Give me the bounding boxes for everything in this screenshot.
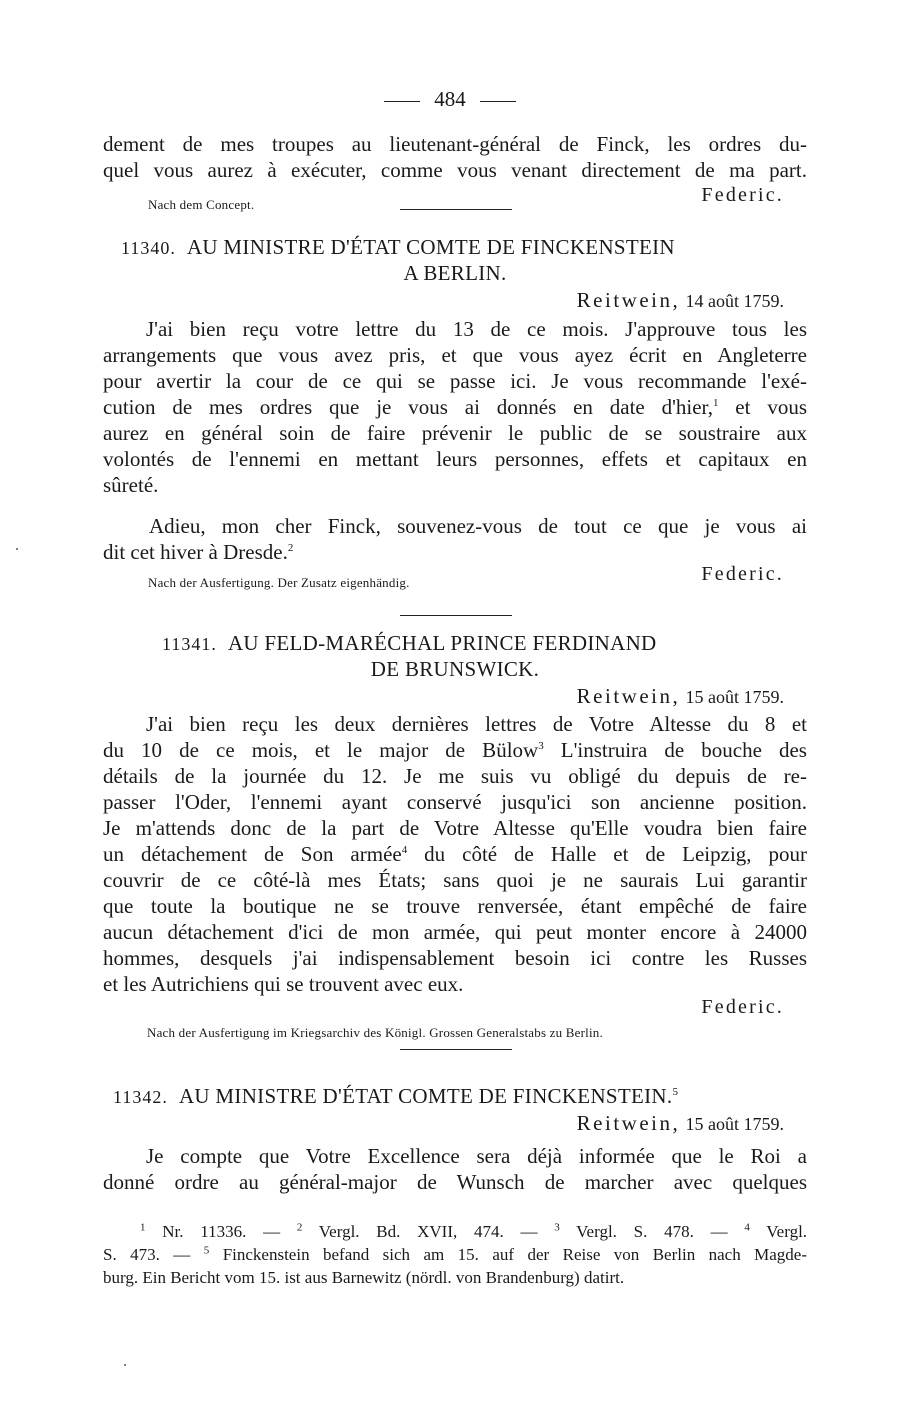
letter-11341-body-8: que toute la boutique ne se trouve renversée, étant empêché de faire	[103, 894, 807, 918]
letter-11340-addendum-1: Adieu, mon cher Finck, souvenez-vous de tout ce que je vous ai	[149, 514, 807, 538]
letter-11342-title: AU MINISTRE D'ÉTAT COMTE DE FINCKENSTEIN.	[178, 1084, 673, 1108]
page-number-header	[0, 87, 900, 112]
divider-rule	[400, 1049, 512, 1050]
footnote-num-3: 3	[554, 1221, 560, 1234]
letter-11340-signature: Federic.	[701, 563, 784, 585]
letter-11341-heading-1	[162, 630, 802, 657]
letter-11342-place: Reitwein,	[576, 1111, 681, 1135]
letter-11341-body-6: un détachement de Son armée$^4$ du côté de Halle et de Leipzig, pour	[103, 842, 807, 866]
letter-11341-title-1: AU FELD-MARÉCHAL PRINCE FERDINAND	[227, 631, 657, 655]
letter-11341-body-9: aucun détachement d'ici de mon armée, qui peut monter encore à 24000	[103, 920, 807, 944]
footnote-3: Vergl. S. 478. —	[576, 1222, 728, 1241]
letter-11341-body-3: détails de la journée du 12. Je me suis vu obligé du depuis de re-	[103, 764, 807, 788]
divider-rule	[400, 615, 512, 616]
letter-11341-signature: Federic.	[701, 996, 784, 1018]
footnote-line-1	[140, 1221, 807, 1243]
footnote-4-cont: S. 473. —	[103, 1245, 191, 1264]
scan-speck	[16, 548, 18, 550]
footnote-num-5: 5	[203, 1244, 210, 1257]
letter-11342-body-1: Je compte que Votre Excellence sera déjà informée que le Roi a	[146, 1144, 807, 1168]
footnote-4: Vergl.	[766, 1222, 808, 1241]
intro-source: Nach dem Concept.	[148, 197, 255, 212]
letter-11340-heading-1	[121, 234, 801, 261]
letter-11341-heading-2: DE BRUNSWICK.	[370, 657, 540, 681]
scan-speck	[124, 1364, 126, 1366]
intro-line-1: dement de mes troupes au lieutenant-général de Finck, les ordres du-	[103, 132, 807, 156]
letter-11340-body-5: aurez en général soin de faire prévenir le public de se soustraire aux	[103, 421, 807, 445]
letter-11341-date: 15 août 1759.	[685, 687, 784, 707]
footnote-num-1: 1	[140, 1221, 146, 1234]
letter-11341-body-2: du 10 de ce mois, et le major de Bülow$^3$ L'instruira de bouche des	[103, 738, 807, 762]
letter-11342-dateline	[450, 1110, 784, 1137]
letter-11341-body-5: Je m'attends donc de la part de Votre Altesse qu'Elle voudra bien faire	[103, 816, 807, 840]
letter-11340-date: 14 août 1759.	[685, 291, 784, 311]
footnote-ref-4: 4	[401, 844, 408, 856]
divider-rule	[400, 209, 512, 210]
footnote-ref-1: 1	[712, 397, 719, 409]
letter-11341-number: 11341.	[162, 634, 217, 654]
footnote-ref-3: 3	[538, 740, 544, 752]
intro-line-2: quel vous aurez à exécuter, comme vous venant directement de ma part.	[103, 158, 807, 182]
footnote-num-4: 4	[744, 1221, 750, 1234]
footnote-num-2: 2	[296, 1221, 303, 1234]
footnote-1: Nr. 11336. —	[162, 1222, 281, 1241]
letter-11342-date: 15 août 1759.	[685, 1114, 784, 1134]
letter-11342-heading	[113, 1083, 813, 1110]
letter-11341-dateline	[450, 683, 784, 710]
letter-11340-body-3: pour avertir la cour de ce qui se passe ici. Je vous recommande l'exé-	[103, 369, 807, 393]
letter-11340-body-7: sûreté.	[103, 473, 159, 497]
letter-11341-body-11: et les Autrichiens qui se trouvent avec eux.	[103, 972, 464, 996]
letter-11340-body-4: cution de mes ordres que je vous ai donnés en date d'hier,$^1$ et vous	[103, 395, 807, 419]
header-dash-left	[384, 101, 420, 102]
page-number: 484	[434, 87, 466, 111]
letter-11341-place: Reitwein,	[576, 684, 681, 708]
letter-11342-number: 11342.	[113, 1087, 168, 1107]
footnote-line-2	[103, 1244, 807, 1266]
footnote-ref-2: 2	[287, 542, 294, 554]
letter-11340-title-1: AU MINISTRE D'ÉTAT COMTE DE FINCKENSTEIN	[186, 235, 675, 259]
letter-11340-body-2: arrangements que vous avez pris, et que vous ayez écrit en Angleterre	[103, 343, 807, 367]
footnote-line-3: burg. Ein Bericht vom 15. ist aus Barnewitz (nördl. von Brandenburg) datirt.	[103, 1268, 625, 1287]
footnote-ref-5: 5	[672, 1086, 679, 1098]
letter-11341-body-7: couvrir de ce côté-là mes États; sans quoi je ne saurais Lui garantir	[103, 868, 807, 892]
letter-11341-body-1: J'ai bien reçu les deux dernières lettres de Votre Altesse du 8 et	[146, 712, 807, 736]
letter-11340-dateline	[450, 287, 784, 314]
letter-11340-place: Reitwein,	[576, 288, 681, 312]
letter-11342-body-2: donné ordre au général-major de Wunsch de marcher avec quelques	[103, 1170, 807, 1194]
letter-11341-body-4: passer l'Oder, l'ennemi ayant conservé jusqu'ici son ancienne position.	[103, 790, 807, 814]
letter-11340-heading-2: A BERLIN.	[403, 261, 507, 285]
letter-11340-source: Nach der Ausfertigung. Der Zusatz eigenhändig.	[148, 575, 410, 590]
letter-11340-body-6: volontés de l'ennemi en mettant leurs personnes, effets et capitaux en	[103, 447, 807, 471]
letter-11340-number: 11340.	[121, 238, 176, 258]
letter-11340-body-1: J'ai bien reçu votre lettre du 13 de ce mois. J'approuve tous les	[146, 317, 807, 341]
footnote-5: Finckenstein befand sich am 15. auf der Reise von Berlin nach Magde-	[222, 1245, 808, 1264]
footnote-2: Vergl. Bd. XVII, 474. —	[318, 1222, 538, 1241]
addendum-text: dit cet hiver à Dresde.	[103, 540, 288, 564]
intro-signature: Federic.	[701, 184, 784, 206]
header-dash-right	[480, 101, 516, 102]
letter-11341-source: Nach der Ausfertigung im Kriegsarchiv des Königl. Grossen Generalstabs zu Berlin.	[147, 1025, 603, 1040]
letter-11341-body-10: hommes, desquels j'ai indispensablement besoin ici contre les Russes	[103, 946, 807, 970]
